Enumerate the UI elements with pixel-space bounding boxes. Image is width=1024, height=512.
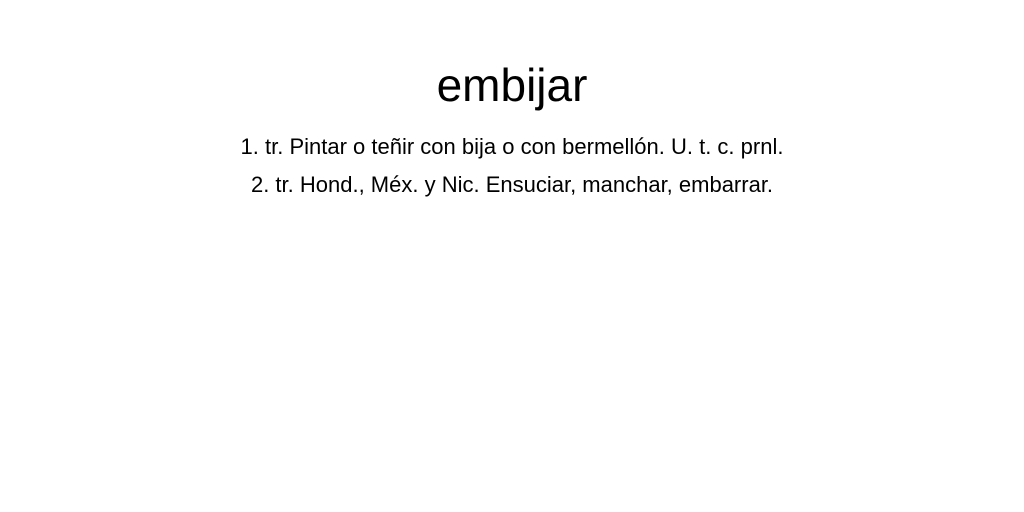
definition-1: 1. tr. Pintar o teñir con bija o con bermellón. U. t. c. prnl. xyxy=(240,134,784,159)
headword: embijar xyxy=(436,59,588,111)
definition-2: 2. tr. Hond., Méx. y Nic. Ensuciar, manchar, embarrar. xyxy=(250,172,774,197)
definition-list xyxy=(0,128,1024,204)
